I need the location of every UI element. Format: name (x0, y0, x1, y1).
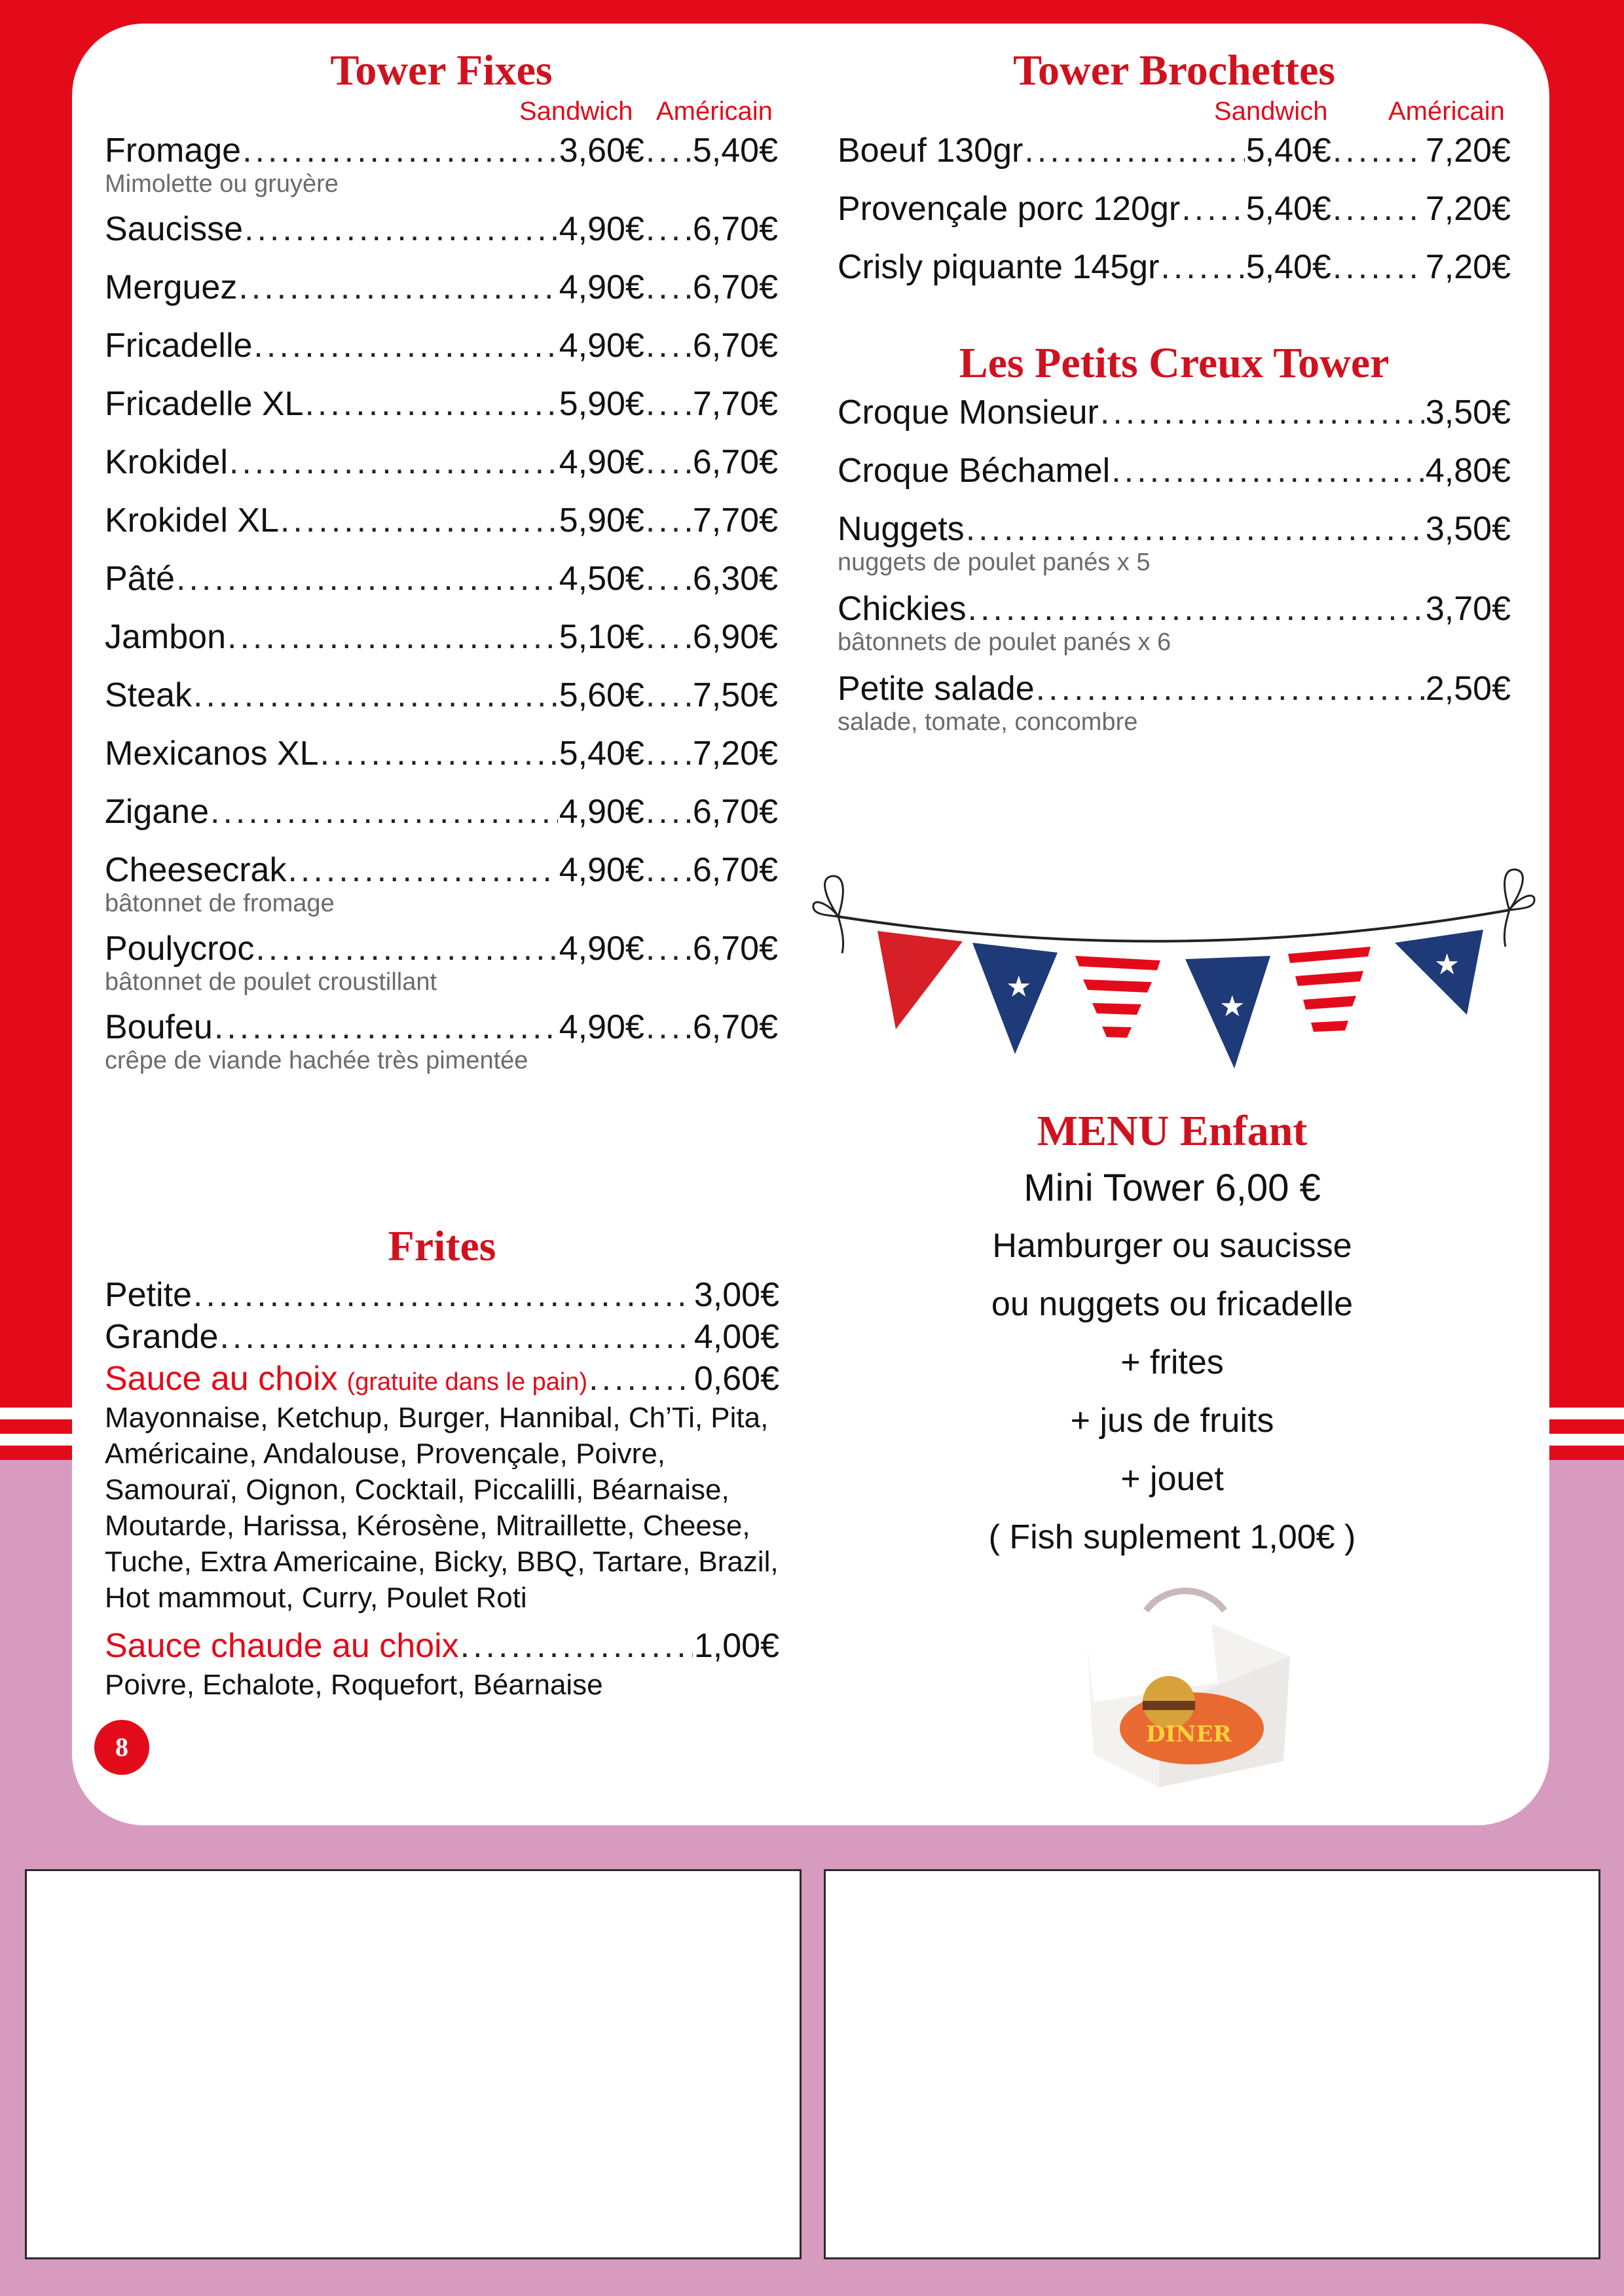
section-title: MENU Enfant (1037, 1107, 1308, 1155)
item-name: Croque Monsieur (838, 393, 1099, 431)
item-price: 4,90€ (559, 327, 644, 365)
item-price: 5,40€ (1246, 248, 1331, 286)
menu-entry (105, 441, 778, 483)
item-name: Saucisse (105, 210, 243, 248)
menu-item (105, 1625, 779, 1667)
col-americain: Américain (1388, 97, 1505, 126)
item-price: 5,60€ (559, 676, 644, 714)
menu-entry (105, 325, 778, 367)
item-name: Petite salade (838, 670, 1035, 708)
menu-item (105, 208, 778, 250)
frites-section (105, 1219, 779, 1703)
sauce-list: Mayonnaise, Ketchup, Burger, Hannibal, Ch’Ti, Pita, Américaine, Andalouse, Provençale, Poivre, Samouraï, Oignon, Cocktail, Piccalilli, Béarnaise, Moutarde, Harissa, Kérosène, Mitraillette, Cheese, Tuche, Extra Americaine, Bicky, BBQ, Tartare, Brazil, Hot mammout, Curry, Poulet Roti (105, 1402, 779, 1614)
empty-frame-left (25, 1869, 802, 2259)
item-name: Merguez (105, 268, 238, 306)
menu-item (105, 1316, 779, 1358)
menu-item (105, 674, 778, 716)
menu-entry (105, 266, 778, 308)
item-price: 0,60€ (693, 1360, 779, 1398)
menu-item (838, 188, 1511, 230)
section-title: Tower Brochettes (1013, 46, 1335, 94)
menu-entry (105, 208, 778, 250)
item-name: Fromage (105, 132, 242, 170)
item-price: 4,00€ (693, 1318, 779, 1356)
item-price: 6,70€ (692, 443, 778, 481)
leader-dots (1333, 188, 1424, 230)
bunting-decoration (812, 858, 1539, 1074)
item-description: Mimolette ou gruyère (105, 170, 339, 198)
menu-item (105, 928, 778, 970)
item-name: Grande (105, 1318, 219, 1356)
section-title: Tower Fixes (330, 46, 553, 94)
item-price: 7,70€ (692, 501, 778, 539)
leader-dots (646, 733, 692, 774)
item-price: 1,00€ (693, 1627, 779, 1665)
leader-dots (646, 849, 692, 891)
item-name: Croque Béchamel (838, 452, 1111, 490)
menu-item (105, 558, 778, 600)
item-price: 7,20€ (1425, 190, 1511, 228)
menu-entry (838, 188, 1511, 230)
svg-text:★: ★ (1434, 948, 1460, 981)
petits-creux-list (838, 392, 1511, 737)
hot-sauce-list: Poivre, Echalote, Roquefort, Béarnaise (105, 1669, 603, 1701)
item-price: 7,20€ (1425, 248, 1511, 286)
menu-item (105, 616, 778, 658)
menu-entry (105, 928, 778, 997)
menu-item (105, 791, 778, 833)
menu-item (838, 588, 1511, 630)
item-name: Chickies (838, 590, 967, 628)
col-sandwich: Sandwich (519, 97, 633, 126)
menu-item (105, 1006, 778, 1048)
item-price: 4,90€ (559, 851, 644, 889)
leader-dots (304, 383, 557, 425)
item-price: 3,50€ (1425, 393, 1511, 431)
item-name: Pâté (105, 560, 175, 598)
leader-dots (646, 928, 692, 970)
menu-item (105, 500, 778, 541)
leader-dots (1100, 392, 1424, 433)
menu-entry (105, 674, 778, 716)
leader-dots (214, 1006, 558, 1048)
leader-dots (193, 674, 558, 716)
leader-dots (1333, 130, 1424, 172)
leader-dots (646, 325, 692, 367)
menu-line: ( Fish suplement 1,00€ ) (988, 1518, 1356, 1556)
leader-dots (1181, 188, 1245, 230)
leader-dots (253, 325, 557, 367)
page-number-badge: 8 (94, 1720, 149, 1775)
item-name: Mexicanos XL (105, 735, 319, 773)
item-name: Petite (105, 1276, 192, 1314)
section-title: Frites (388, 1222, 496, 1270)
menu-item (105, 441, 778, 483)
item-description: crêpe de viande hachée très pimentée (105, 1047, 528, 1074)
leader-dots (646, 1006, 692, 1048)
item-price: 4,90€ (559, 210, 644, 248)
item-price: 6,70€ (692, 930, 778, 968)
leader-dots (646, 500, 692, 541)
col-americain: Américain (656, 97, 773, 126)
menu-item (838, 130, 1511, 172)
menu-item (838, 450, 1511, 492)
leader-dots (255, 928, 557, 970)
leader-dots (646, 558, 692, 600)
menu-line: ou nuggets ou fricadelle (991, 1285, 1354, 1323)
leader-dots (227, 616, 558, 658)
menu-entry (838, 392, 1511, 433)
menu-entry (838, 588, 1511, 657)
item-price: 4,90€ (559, 930, 644, 968)
item-price: 4,90€ (559, 793, 644, 831)
menu-entry (838, 508, 1511, 577)
item-price: 6,90€ (692, 618, 778, 656)
leader-dots (176, 558, 558, 600)
column-headers (838, 97, 1511, 130)
item-name: Fricadelle XL (105, 385, 304, 423)
item-name: Jambon (105, 618, 226, 656)
section-title: Les Petits Creux Tower (959, 339, 1390, 387)
item-price: 7,50€ (692, 676, 778, 714)
leader-dots (287, 849, 557, 891)
item-name: Provençale porc 120gr (838, 190, 1181, 228)
menu-entry (105, 558, 778, 600)
menu-line: Mini Tower 6,00 € (1024, 1167, 1321, 1209)
item-name: Crisly piquante 145gr (838, 248, 1160, 286)
item-price: 4,90€ (559, 443, 644, 481)
menu-item (105, 849, 778, 891)
item-name: Boeuf 130gr (838, 132, 1024, 170)
item-price: 3,50€ (1425, 510, 1511, 548)
menu-line: + jouet (1120, 1460, 1224, 1498)
menu-entry (105, 1006, 778, 1076)
menu-item (105, 1358, 779, 1400)
item-name: Zigane (105, 793, 209, 831)
item-description: salade, tomate, concombre (838, 708, 1138, 736)
leader-dots (646, 441, 692, 483)
menu-entry (838, 668, 1511, 737)
leader-dots (646, 616, 692, 658)
menu-item (105, 266, 778, 308)
item-price: 2,50€ (1425, 670, 1511, 708)
menu-entry (105, 130, 778, 199)
menu-item (105, 130, 778, 172)
column-headers (105, 97, 778, 130)
menu-entry (105, 500, 778, 541)
item-name: Boufeu (105, 1008, 213, 1046)
item-price: 5,10€ (559, 618, 644, 656)
item-price: 4,90€ (559, 268, 644, 306)
item-description: bâtonnet de fromage (105, 890, 335, 917)
menu-entry (838, 130, 1511, 172)
item-name: Steak (105, 676, 192, 714)
item-price: 7,20€ (692, 735, 778, 773)
box-logo-text: DINER (1146, 1721, 1232, 1747)
item-name: Nuggets (838, 510, 965, 548)
leader-dots (460, 1625, 693, 1667)
menu-entry (105, 383, 778, 425)
leader-dots (646, 383, 692, 425)
item-price: 6,30€ (692, 560, 778, 598)
item-price: 5,40€ (692, 132, 778, 170)
menu-entry (105, 849, 778, 919)
menu-entry (838, 246, 1511, 288)
leader-dots (280, 500, 558, 541)
item-price: 4,50€ (559, 560, 644, 598)
item-price: 6,70€ (692, 793, 778, 831)
empty-frame-right (824, 1869, 1600, 2259)
item-name: Poulycroc (105, 930, 255, 968)
menu-item (105, 1274, 779, 1316)
svg-text:★: ★ (1006, 970, 1032, 1004)
leader-dots (219, 1316, 692, 1358)
item-name: Cheesecrak (105, 851, 287, 889)
item-description: bâtonnet de poulet croustillant (105, 968, 437, 996)
item-name: Krokidel XL (105, 501, 279, 539)
menu-line: + jus de fruits (1070, 1402, 1274, 1440)
leader-dots (646, 208, 692, 250)
menu-entry (105, 791, 778, 833)
item-name: Fricadelle (105, 327, 253, 365)
item-price: 3,70€ (1425, 590, 1511, 628)
petits-creux-section (838, 335, 1511, 748)
menu-item (838, 246, 1511, 288)
menu-item (838, 668, 1511, 710)
kids-meal-box-image (1067, 1584, 1303, 1800)
menu-entry (105, 733, 778, 774)
leader-dots (229, 441, 558, 483)
col-sandwich: Sandwich (1214, 97, 1328, 126)
item-description: nuggets de poulet panés x 5 (838, 549, 1151, 576)
leader-dots (966, 508, 1424, 550)
item-price: 4,80€ (1425, 452, 1511, 490)
item-name: Sauce au choix (105, 1360, 338, 1398)
leader-dots (1160, 246, 1244, 288)
item-price: 7,70€ (692, 385, 778, 423)
item-price: 3,00€ (693, 1276, 779, 1314)
leader-dots (1036, 668, 1424, 710)
item-price: 5,90€ (559, 385, 644, 423)
item-description: bâtonnets de poulet panés x 6 (838, 629, 1172, 656)
leader-dots (646, 674, 692, 716)
item-price: 6,70€ (692, 210, 778, 248)
leader-dots (1111, 450, 1424, 492)
item-note: (gratuite dans le pain) (346, 1368, 588, 1396)
tower-brochettes-list (838, 130, 1511, 288)
menu-entry (838, 450, 1511, 492)
item-price: 5,40€ (1246, 190, 1331, 228)
leader-dots (193, 1274, 693, 1316)
item-price: 6,70€ (692, 1008, 778, 1046)
leader-dots (968, 588, 1424, 630)
leader-dots (1024, 130, 1244, 172)
item-price: 6,70€ (692, 851, 778, 889)
tower-fixes-list (105, 130, 778, 1076)
menu-item (105, 383, 778, 425)
item-price: 5,90€ (559, 501, 644, 539)
menu-item (838, 508, 1511, 550)
leader-dots (210, 791, 558, 833)
item-price: 6,70€ (692, 268, 778, 306)
menu-item (838, 392, 1511, 433)
leader-dots (646, 266, 692, 308)
leader-dots (1333, 246, 1424, 288)
menu-line: + frites (1120, 1343, 1224, 1381)
svg-text:★: ★ (1219, 990, 1246, 1023)
item-name: Krokidel (105, 443, 228, 481)
leader-dots (320, 733, 558, 774)
menu-line: Hamburger ou saucisse (992, 1227, 1352, 1265)
menu-item (105, 325, 778, 367)
menu-enfant-section (897, 1104, 1447, 1567)
leader-dots (244, 208, 558, 250)
item-price: 4,90€ (559, 1008, 644, 1046)
leader-dots (238, 266, 557, 308)
leader-dots (646, 791, 692, 833)
item-price: 6,70€ (692, 327, 778, 365)
tower-brochettes-section (838, 45, 1511, 304)
menu-entry (105, 616, 778, 658)
menu-item (105, 733, 778, 774)
leader-dots (589, 1358, 693, 1400)
leader-dots (242, 130, 558, 172)
item-price: 5,40€ (559, 735, 644, 773)
item-name: Sauce chaude au choix (105, 1627, 459, 1665)
item-price: 7,20€ (1425, 132, 1511, 170)
leader-dots (646, 130, 692, 172)
tower-fixes-section (105, 45, 778, 1085)
item-price: 5,40€ (1246, 132, 1331, 170)
item-price: 3,60€ (559, 132, 644, 170)
